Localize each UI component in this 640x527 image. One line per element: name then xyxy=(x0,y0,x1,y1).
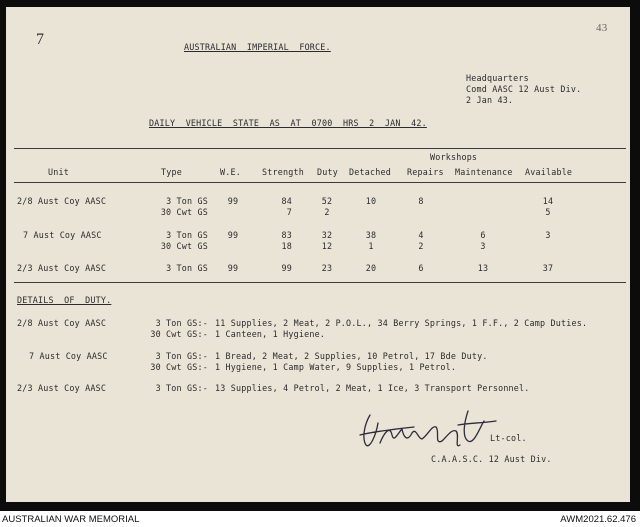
document-sheet xyxy=(6,7,630,502)
row-maintenance: 3 xyxy=(480,241,486,251)
row-maintenance: 13 xyxy=(477,263,489,273)
hq-line-3: 2 Jan 43. xyxy=(466,95,514,105)
row-type: 30 Cwt GS xyxy=(160,241,208,251)
row-repairs: 4 xyxy=(418,230,424,240)
row-duty: 32 xyxy=(321,230,333,240)
col-detached: Detached xyxy=(349,167,391,177)
col-maintenance: Maintenance xyxy=(455,167,513,177)
duty-type: 30 Cwt GS:- xyxy=(150,329,208,339)
footer-accession-number: AWM2021.62.476 xyxy=(560,514,636,525)
duty-unit: 2/3 Aust Coy AASC xyxy=(17,383,107,393)
handwritten-signature xyxy=(356,405,506,455)
row-strength: 99 xyxy=(281,263,292,273)
duty-text: 11 Supplies, 2 Meat, 2 P.O.L., 34 Berry Springs, 1 F.F., 2 Camp Duties. xyxy=(215,318,588,328)
row-unit: 7 Aust Coy AASC xyxy=(23,230,102,240)
row-strength: 7 xyxy=(286,207,292,217)
row-duty: 23 xyxy=(321,263,333,273)
row-type: 3 Ton GS xyxy=(166,263,208,273)
row-repairs: 2 xyxy=(418,241,424,251)
row-maintenance: 6 xyxy=(480,230,486,240)
row-detached: 38 xyxy=(365,230,377,240)
row-we: 99 xyxy=(227,230,239,240)
row-we: 99 xyxy=(227,196,239,206)
signature-rank: Lt-col. xyxy=(490,433,527,443)
row-strength: 84 xyxy=(281,196,292,206)
row-type: 3 Ton GS xyxy=(166,230,208,240)
row-detached: 20 xyxy=(365,263,377,273)
row-detached: 1 xyxy=(368,241,374,251)
duty-type: 30 Cwt GS:- xyxy=(150,362,208,372)
footer-institution: AUSTRALIAN WAR MEMORIAL xyxy=(2,514,140,525)
row-available: 37 xyxy=(542,263,554,273)
row-detached: 10 xyxy=(365,196,377,206)
row-available: 14 xyxy=(542,196,554,206)
row-we: 99 xyxy=(227,263,239,273)
col-available: Available xyxy=(525,167,573,177)
row-duty: 12 xyxy=(321,241,333,251)
duty-text: 1 Hygiene, 1 Camp Water, 9 Supplies, 1 Petrol. xyxy=(215,362,457,372)
table-bottom-rule xyxy=(14,282,626,283)
col-repairs: Repairs xyxy=(407,167,444,177)
col-we: W.E. xyxy=(220,167,241,177)
row-type: 3 Ton GS xyxy=(166,196,208,206)
workshops-label: Workshops xyxy=(430,152,478,162)
row-strength: 18 xyxy=(281,241,292,251)
row-duty: 52 xyxy=(321,196,333,206)
col-unit: Unit xyxy=(48,167,69,177)
page-number-mark: 43 xyxy=(596,22,608,34)
duty-unit: 2/8 Aust Coy AASC xyxy=(17,318,107,328)
duty-text: 1 Canteen, 1 Hygiene. xyxy=(215,329,326,339)
duty-type: 3 Ton GS:- xyxy=(155,351,208,361)
row-repairs: 8 xyxy=(418,196,424,206)
hq-line-1: Headquarters xyxy=(466,73,529,83)
signature-title: C.A.A.S.C. 12 Aust Div. xyxy=(431,454,552,464)
document-title: AUSTRALIAN IMPERIAL FORCE. xyxy=(184,42,331,52)
row-type: 30 Cwt GS xyxy=(160,207,208,217)
row-available: 5 xyxy=(545,207,551,217)
row-unit: 2/3 Aust Coy AASC xyxy=(17,263,107,273)
duty-text: 1 Bread, 2 Meat, 2 Supplies, 10 Petrol, 17 Bde Duty. xyxy=(215,351,488,361)
row-repairs: 6 xyxy=(418,263,424,273)
row-duty: 2 xyxy=(324,207,330,217)
table-top-rule xyxy=(14,148,626,149)
corner-mark: 7 xyxy=(36,31,45,48)
duty-text: 13 Supplies, 4 Petrol, 2 Meat, 1 Ice, 3 Transport Personnel. xyxy=(215,383,530,393)
row-strength: 83 xyxy=(281,230,292,240)
col-type: Type xyxy=(161,167,182,177)
duty-heading: DETAILS OF DUTY. xyxy=(17,295,112,305)
duty-type: 3 Ton GS:- xyxy=(155,318,208,328)
header-bottom-rule xyxy=(14,182,626,183)
row-available: 3 xyxy=(545,230,551,240)
report-subtitle: DAILY VEHICLE STATE AS AT 0700 HRS 2 JAN 42. xyxy=(149,118,427,128)
row-unit: 2/8 Aust Coy AASC xyxy=(17,196,107,206)
hq-line-2: Comd AASC 12 Aust Div. xyxy=(466,84,582,94)
duty-type: 3 Ton GS:- xyxy=(155,383,208,393)
duty-unit: 7 Aust Coy AASC xyxy=(29,351,108,361)
col-duty: Duty xyxy=(317,167,338,177)
col-strength: Strength xyxy=(262,167,304,177)
